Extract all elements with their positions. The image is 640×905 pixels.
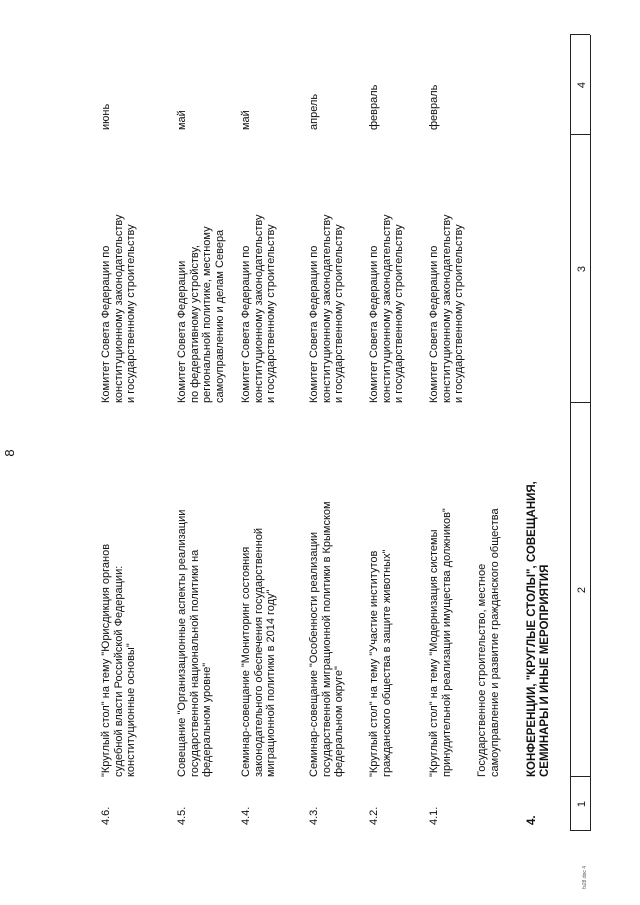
event-month: июнь — [100, 103, 112, 130]
event-title: "Круглый стол" на тему "Юрисдикция органов судебной власти Российской Федерации: конституционные основы" — [100, 543, 137, 777]
responsible-committee: Комитет Совета Федерации по конституционному законодательству и государственному строительству — [100, 214, 137, 403]
event-title: "Круглый стол" на тему "Участие институтов гражданского общества в защите животных" — [368, 549, 393, 777]
column-number-3: 3 — [576, 265, 588, 273]
column-number-2: 2 — [576, 586, 588, 594]
page-number: 8 — [2, 449, 17, 457]
responsible-committee: Комитет Совета Федерации по конституционному законодательству и государственному строительству — [368, 214, 405, 403]
row-number: 4.1. — [428, 806, 440, 825]
column-number-1: 1 — [576, 800, 588, 808]
section-subtitle: Государственное строительство, местное самоуправление и развитие гражданского общества — [476, 508, 501, 777]
event-month: май — [240, 110, 252, 130]
row-number: 4.3. — [308, 806, 320, 825]
header-line-bottom — [590, 35, 591, 831]
event-month: февраль — [428, 84, 440, 130]
responsible-committee: Комитет Совета Федерации по конституционному законодательству и государственному строительству — [240, 214, 277, 403]
column-number-4: 4 — [576, 81, 588, 89]
responsible-committee: Комитет Совета Федерации по конституционному законодательству и государственному строительству — [428, 214, 465, 403]
event-month: апрель — [308, 93, 320, 130]
footer-file-mark: fs28.doc 4 — [582, 865, 588, 889]
event-month: май — [176, 110, 188, 130]
event-title: Семинар-совещание "Особенности реализации государственной миграционной политики в Крымском федеральном округе" — [308, 501, 345, 777]
row-number: 4.2. — [368, 806, 380, 825]
event-title: "Круглый стол" на тему "Модернизация системы принудительной реализации имущества должников" — [428, 508, 453, 777]
responsible-committee: Комитет Совета Федерации по конституционному законодательству и государственному строительству — [308, 214, 345, 403]
event-title: Совещание "Организационные аспекты реализации государственной национальной политики на федеральном уровне" — [176, 509, 213, 777]
event-title: Семинар-совещание "Мониторинг состояния законодательного обеспечения государственной миграционной политики в 2014 году" — [240, 527, 277, 777]
section-number: 4. — [526, 815, 538, 825]
row-number: 4.6. — [100, 806, 112, 825]
row-number: 4.4. — [240, 806, 252, 825]
section-title: КОНФЕРЕНЦИИ, "КРУГЛЫЕ СТОЛЫ", СОВЕЩАНИЯ, СЕМИНАРЫ И ИНЫЕ МЕРОПРИЯТИЯ — [526, 481, 551, 777]
responsible-committee: Комитет Совета Федерации по федеративному устройству, региональной политике, местному самоуправлению и делам Севера — [176, 226, 226, 403]
header-line-top — [570, 35, 571, 831]
row-number: 4.5. — [176, 806, 188, 825]
event-month: февраль — [368, 84, 380, 130]
